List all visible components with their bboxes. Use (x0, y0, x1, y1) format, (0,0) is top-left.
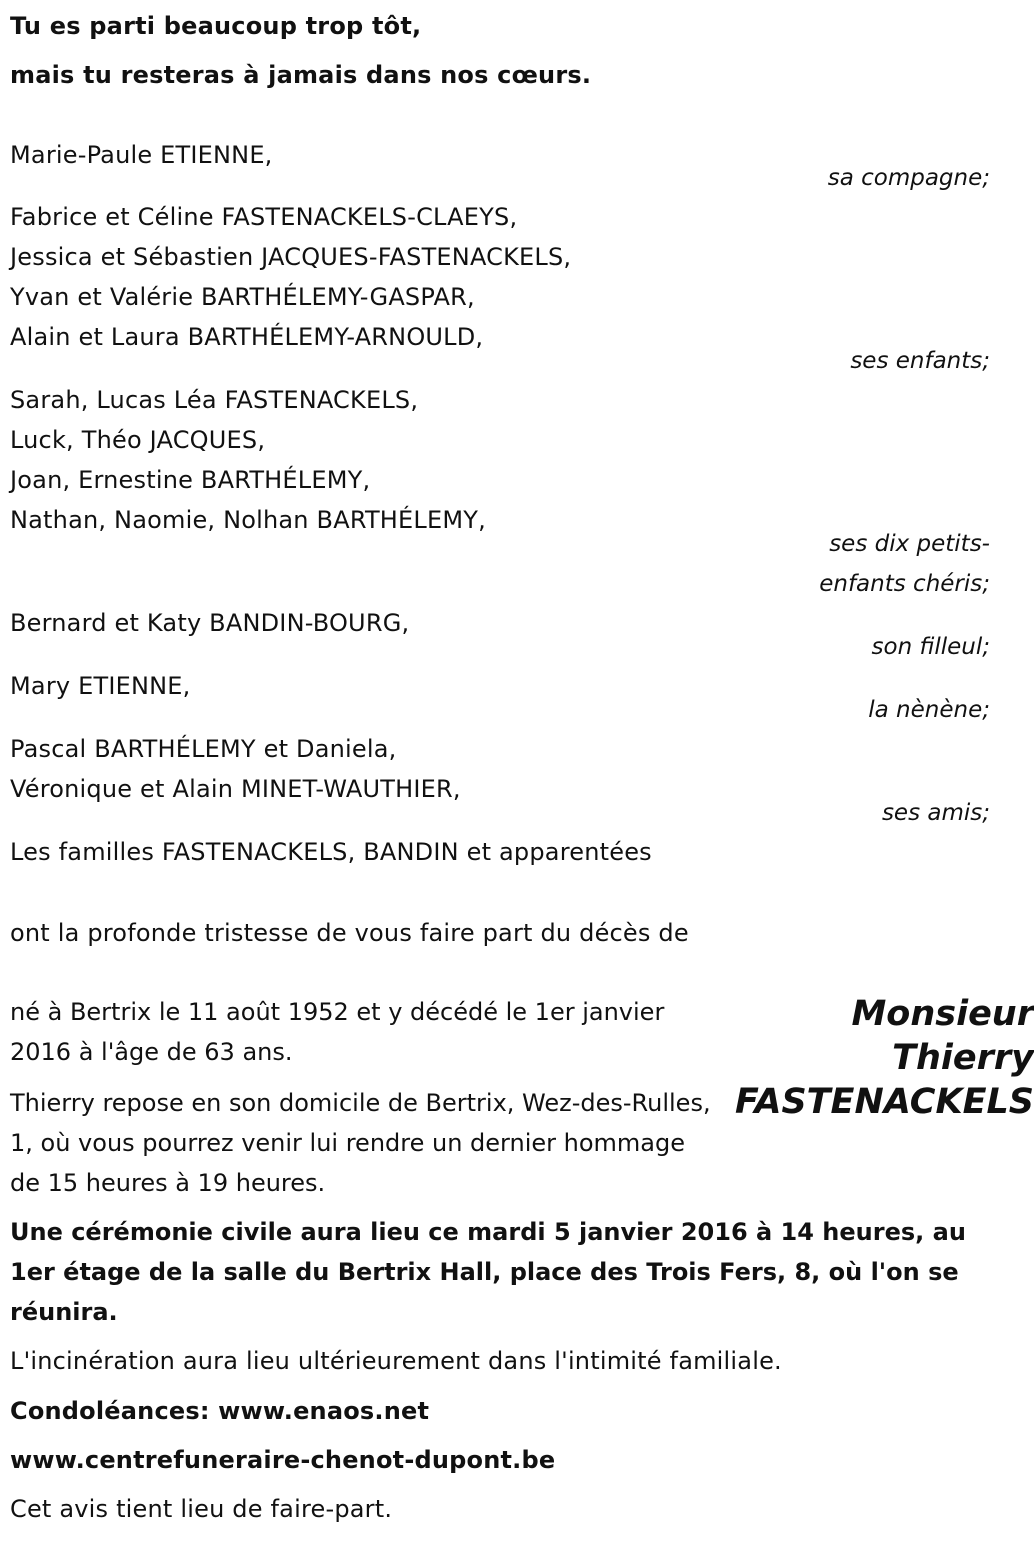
nenene-role: la nènène; (868, 697, 990, 723)
child-name: Yvan et Valérie BARTHÉLEMY-GASPAR, (10, 283, 475, 311)
child-name: Jessica et Sébastien JACQUES-FASTENACKELS, (10, 243, 572, 271)
godson-role: son filleul; (871, 634, 990, 660)
grandchildren-role-line-2: enfants chéris; (819, 571, 990, 597)
announcement-text: ont la profonde tristesse de vous faire part du décès de (10, 919, 689, 947)
condolences-text: Condoléances: www.enaos.net (10, 1397, 430, 1425)
companion-name: Marie-Paule ETIENNE, (10, 141, 273, 169)
friend-name: Pascal BARTHÉLEMY et Daniela, (10, 735, 397, 763)
incineration-text: L'incinération aura lieu ultérieurement dans l'intimité familiale. (10, 1347, 782, 1375)
ceremony-text: Une cérémonie civile aura lieu ce mardi 5 janvier 2016 à 14 heures, au 1er étage de la salle du Bertrix Hall, place des Trois Fers, 8, où l'on se réunira. (10, 1218, 966, 1326)
grandchild-name: Luck, Théo JACQUES, (10, 426, 266, 454)
closing-text: Cet avis tient lieu de faire-part. (10, 1495, 393, 1523)
child-name: Fabrice et Céline FASTENACKELS-CLAEYS, (10, 203, 518, 231)
grandchildren-role-line-1: ses dix petits- (829, 531, 990, 557)
header-line-1: Tu es parti beaucoup trop tôt, (10, 12, 422, 40)
header-line-2: mais tu resteras à jamais dans nos cœurs. (10, 61, 592, 89)
children-role: ses enfants; (850, 348, 990, 374)
companion-role: sa compagne; (827, 165, 990, 191)
grandchild-name: Joan, Ernestine BARTHÉLEMY, (10, 466, 371, 494)
child-name: Alain et Laura BARTHÉLEMY-ARNOULD, (10, 323, 484, 351)
godson-name: Bernard et Katy BANDIN-BOURG, (10, 609, 410, 637)
deceased-title: Monsieur (851, 994, 1034, 1034)
deceased-first-name: Thierry (892, 1038, 1034, 1078)
friend-name: Véronique et Alain MINET-WAUTHIER, (10, 775, 461, 803)
website-text: www.centrefuneraire-chenot-dupont.be (10, 1446, 556, 1474)
nenene-name: Mary ETIENNE, (10, 672, 191, 700)
deceased-last-name: FASTENACKELS (734, 1082, 1034, 1122)
grandchild-name: Sarah, Lucas Léa FASTENACKELS, (10, 386, 419, 414)
friends-role: ses amis; (881, 800, 990, 826)
repose-text: Thierry repose en son domicile de Bertrix, Wez-des-Rulles, 1, où vous pourrez venir lui rendre un dernier hommage de 15 heures à 19 heures. (10, 1089, 711, 1197)
families-line: Les familles FASTENACKELS, BANDIN et apparentées (10, 838, 652, 866)
grandchild-name: Nathan, Naomie, Nolhan BARTHÉLEMY, (10, 506, 486, 534)
deceased-name (735, 994, 1034, 1122)
birth-death-text: né à Bertrix le 11 août 1952 et y décédé le 1er janvier 2016 à l'âge de 63 ans. (10, 998, 665, 1066)
